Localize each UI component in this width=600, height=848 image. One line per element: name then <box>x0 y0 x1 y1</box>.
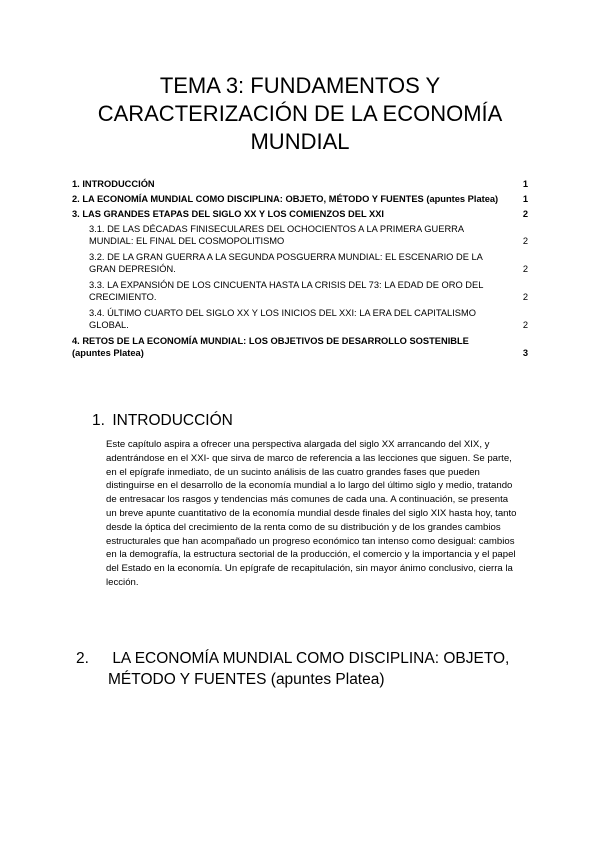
section-heading-economia-mundial <box>76 648 548 690</box>
document-title-line: MUNDIAL <box>250 129 350 154</box>
toc-entry[interactable] <box>72 251 528 275</box>
toc-entry-text: 3.3. LA EXPANSIÓN DE LOS CINCUENTA HASTA LA CRISIS DEL 73: LA EDAD DE ORO DEL CRECIMIENTO. <box>89 280 484 302</box>
section-title: INTRODUCCIÓN <box>112 412 233 429</box>
section-number: 1. <box>92 412 105 429</box>
document-title-line: CARACTERIZACIÓN DE LA ECONOMÍA <box>97 101 503 126</box>
toc-entry-text: 3. LAS GRANDES ETAPAS DEL SIGLO XX Y LOS COMIENZOS DEL XXI <box>72 209 385 219</box>
section-number: 2. <box>76 650 89 667</box>
toc-entry-page: 2 <box>522 236 528 246</box>
toc-entry-text: 3.1. DE LAS DÉCADAS FINISECULARES DEL OCHOCIENTOS A LA PRIMERA GUERRA MUNDIAL: EL FINAL DEL COSMOPOLITISMO <box>89 224 464 246</box>
toc-entry[interactable] <box>72 307 528 331</box>
section-title: LA ECONOMÍA MUNDIAL COMO DISCIPLINA: OBJETO, MÉTODO Y FUENTES (apuntes Platea) <box>108 650 510 688</box>
toc-entry-page: 1 <box>522 179 528 189</box>
toc-entry[interactable] <box>72 335 528 359</box>
toc-entry-page: 3 <box>522 348 528 358</box>
toc-entry-page: 2 <box>522 209 528 219</box>
toc-entry-page: 1 <box>522 194 528 204</box>
toc-entry-text: 1. INTRODUCCIÓN <box>72 179 155 189</box>
toc-entry-text: 2. LA ECONOMÍA MUNDIAL COMO DISCIPLINA: OBJETO, MÉTODO Y FUENTES (apuntes Platea) <box>72 194 499 204</box>
section-heading-introduccion <box>92 410 532 431</box>
toc-entry-text: 3.2. DE LA GRAN GUERRA A LA SEGUNDA POSGUERRA MUNDIAL: EL ESCENARIO DE LA GRAN DEPRESIÓN. <box>89 252 483 274</box>
introduction-paragraph: Este capítulo aspira a ofrecer una perspectiva alargada del siglo XX arrancando del XIX, y adentrándose en el XXI- que sirva de marco de referencia a las lecciones que siguen. Se parte, en el epígrafe inmediato, de un sucinto análisis de las cuatro grandes fases que pueden distinguirse en el desarrollo de la economía mundial a lo largo del último siglo y medio, tratando de entresacar los rasgos y tendencias más comunes de cada una. A continuación, se presenta un breve apunte cuantitativo de la economía mundial desde finales del siglo XIX hasta hoy, tanto desde la óptica del crecimiento de la renta como de su distribución y de los grandes cambios estructurales que han acompañado un progreso económico tan intenso como desigual: cambios en la demografía, la estructura sectorial de la producción, el comercio y la importancia y el papel del Estado en la economía. Un epígrafe de recapitulación, sin mayor ánimo conclusivo, cierra la lección. <box>106 439 517 588</box>
toc-entry[interactable] <box>72 178 528 190</box>
toc-entry[interactable] <box>72 193 528 205</box>
document-title <box>60 72 540 156</box>
toc-entry-text: 4. RETOS DE LA ECONOMÍA MUNDIAL: LOS OBJETIVOS DE DESARROLLO SOSTENIBLE (apuntes Platea) <box>72 336 469 358</box>
document-title-line: TEMA 3: FUNDAMENTOS Y <box>159 73 441 98</box>
table-of-contents <box>72 178 528 359</box>
toc-entry-page: 2 <box>522 292 528 302</box>
toc-entry-text: 3.4. ÚLTIMO CUARTO DEL SIGLO XX Y LOS INICIOS DEL XXI: LA ERA DEL CAPITALISMO GLOBAL. <box>89 308 476 330</box>
toc-entry[interactable] <box>72 208 528 220</box>
toc-entry-page: 2 <box>522 320 528 330</box>
toc-entry-page: 2 <box>522 264 528 274</box>
toc-entry[interactable] <box>72 223 528 247</box>
toc-entry[interactable] <box>72 279 528 303</box>
